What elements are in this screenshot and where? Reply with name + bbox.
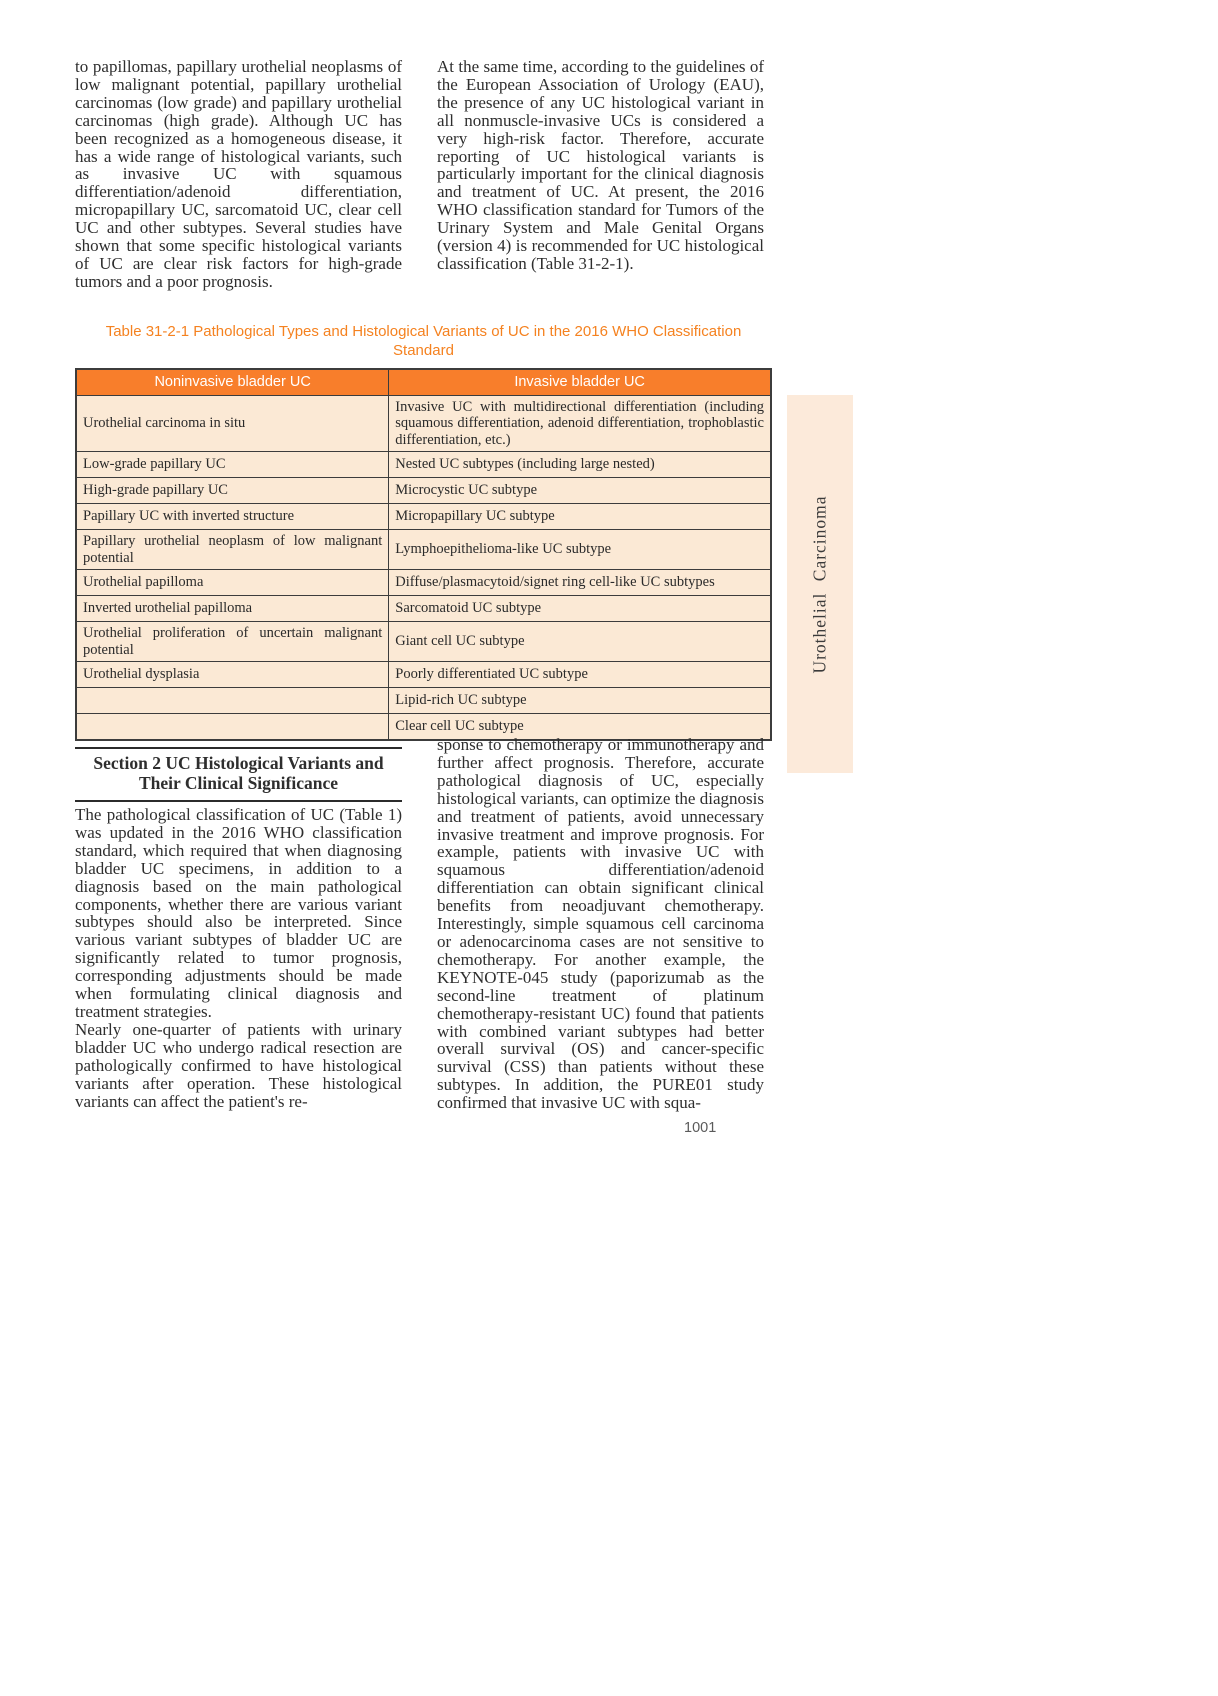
section-body-right-column: sponse to chemotherapy or immunotherapy and further affect prognosis. Therefore, accurate pathological diagnosis of UC, especially histological variants, can optimize the diagnosis and treatment of patients, avoid unnecessary invasive treatment and improve prognosis. For example, patients with invasive UC with squamous differentiation/adenoid differentiation can obtain significant clinical benefits from neoadjuvant chemotherapy. Interestingly, simple squamous cell carcinoma or adenocarcinoma cases are not sensitive to chemotherapy. For another example, the KEYNOTE-045 study (paporizumab as the second-line treatment of platinum chemotherapy-resistant UC) found that patients with combined variant subtypes had better overall survival (OS) and cancer-specific survival (CSS) than patients without these subtypes. In addition, the PURE01 study confirmed that invasive UC with squa-: [437, 735, 764, 1113]
table-row: [76, 478, 771, 504]
section-heading: [75, 747, 402, 802]
paragraph: The pathological classification of UC (Table 1) was updated in the 2016 WHO classification standard, which required that when diagnosing bladder UC specimens, in addition to a diagnosis based on the main pathological components, whether there are various variant subtypes should also be interpreted. Since various variant subtypes of bladder UC are significantly related to tumor prognosis, corresponding adjustments should be made when formulating clinical diagnosis and treatment strategies.: [75, 805, 402, 1021]
table-header-invasive: Invasive bladder UC: [389, 369, 771, 395]
table-cell: Diffuse/plasmacytoid/signet ring cell-like UC subtypes: [389, 570, 771, 596]
table-cell: High-grade papillary UC: [76, 478, 389, 504]
table-row: [76, 570, 771, 596]
intro-left-column: to papillomas, papillary urothelial neoplasms of low malignant potential, papillary urothelial carcinomas (low grade) and papillary urothelial carcinomas (high grade). Although UC has been recognized as a homogeneous disease, it has a wide range of histological variants, such as invasive UC with squamous differentiation/adenoid differentiation, micropapillary UC, sarcomatoid UC, clear cell UC and other subtypes. Several studies have shown that some specific histological variants of UC are clear risk factors for high-grade tumors and a poor prognosis.: [75, 57, 402, 291]
intro-right-column: At the same time, according to the guidelines of the European Association of Urology (EAU), the presence of any UC histological variant in all nonmuscle-invasive UCs is considered a very high-risk factor. Therefore, accurate reporting of UC histological variants is particularly important for the clinical diagnosis and treatment of UC. At present, the 2016 WHO classification standard for Tumors of the Urinary System and Male Genital Organs (version 4) is recommended for UC histological classification (Table 31-2-1).: [437, 57, 764, 273]
table-cell: Urothelial dysplasia: [76, 662, 389, 688]
table-row: [76, 452, 771, 478]
side-tab-label: Urothelial Carcinoma: [809, 494, 830, 674]
table-caption: Table 31-2-1 Pathological Types and Histological Variants of UC in the 2016 WHO Classification Standard: [105, 323, 742, 359]
table-header-noninvasive: Noninvasive bladder UC: [76, 369, 389, 395]
table-cell: Nested UC subtypes (including large nested): [389, 452, 771, 478]
section-heading-line1: Section 2 UC Histological Variants and: [93, 753, 384, 773]
page-number: 1001: [684, 1120, 717, 1136]
table-cell: Inverted urothelial papilloma: [76, 596, 389, 622]
table-cell: Sarcomatoid UC subtype: [389, 596, 771, 622]
table-row: [76, 530, 771, 570]
table-cell: Invasive UC with multidirectional differentiation (including squamous differentiation, adenoid differentiation, trophoblastic differentiation, etc.): [389, 395, 771, 452]
table-cell: [76, 714, 389, 740]
table-cell: Low-grade papillary UC: [76, 452, 389, 478]
table-header-row: [76, 369, 771, 395]
table-cell: Lymphoepithelioma-like UC subtype: [389, 530, 771, 570]
table-cell: Lipid-rich UC subtype: [389, 688, 771, 714]
table-row: [76, 504, 771, 530]
table-cell: Papillary UC with inverted structure: [76, 504, 389, 530]
table-cell: Microcystic UC subtype: [389, 478, 771, 504]
table-cell: Urothelial proliferation of uncertain malignant potential: [76, 622, 389, 662]
table-cell: Urothelial papilloma: [76, 570, 389, 596]
table-cell: Giant cell UC subtype: [389, 622, 771, 662]
table-cell: [76, 688, 389, 714]
table-cell: Urothelial carcinoma in situ: [76, 395, 389, 452]
chapter-side-tab: [787, 395, 853, 773]
table-row: [76, 395, 771, 452]
table-cell: Clear cell UC subtype: [389, 714, 771, 740]
table-row: [76, 662, 771, 688]
table-cell: Micropapillary UC subtype: [389, 504, 771, 530]
table-row: [76, 596, 771, 622]
table-cell: Papillary urothelial neoplasm of low malignant potential: [76, 530, 389, 570]
table-row: [76, 688, 771, 714]
section-body-left-column: [75, 806, 402, 1110]
table-cell: Poorly differentiated UC subtype: [389, 662, 771, 688]
table-row: [76, 622, 771, 662]
classification-table: [75, 368, 772, 741]
paragraph: Nearly one-quarter of patients with urinary bladder UC who undergo radical resection are pathologically confirmed to have histological variants after operation. These histological variants can affect the patient's re-: [75, 1019, 402, 1111]
section-heading-line2: Their Clinical Significance: [139, 772, 338, 793]
